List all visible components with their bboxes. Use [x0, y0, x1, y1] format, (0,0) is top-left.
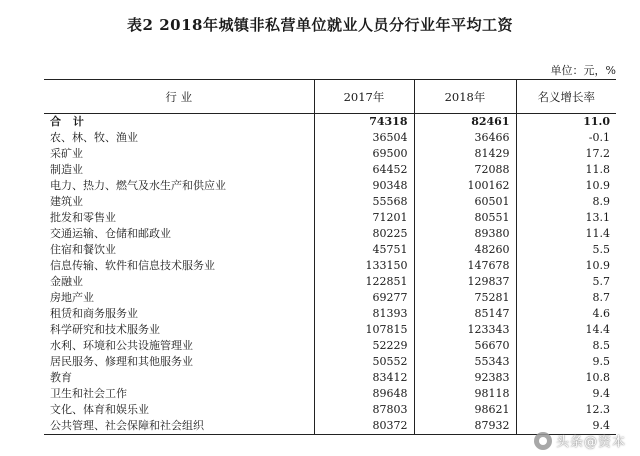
cell-industry: 交通运输、仓储和邮政业: [50, 227, 171, 240]
cell-industry: 合 计: [50, 115, 88, 128]
watermark-text: 头条@资本: [555, 435, 626, 450]
cell-growth: 12.3: [516, 402, 616, 418]
table-row: [44, 146, 616, 162]
cell-industry: 居民服务、修理和其他服务业: [50, 355, 193, 368]
cell-growth: 10.9: [516, 258, 616, 274]
cell-industry: 租赁和商务服务业: [50, 307, 138, 320]
cell-2017: 87803: [314, 402, 414, 418]
cell-2018: 129837: [414, 274, 516, 290]
cell-growth: 4.6: [516, 306, 616, 322]
cell-2017: 74318: [314, 114, 414, 131]
cell-industry: 批发和零售业: [50, 211, 116, 224]
cell-2017: 69277: [314, 290, 414, 306]
cell-growth: 9.4: [516, 418, 616, 435]
cell-2018: 72088: [414, 162, 516, 178]
cell-growth: 5.7: [516, 274, 616, 290]
table-title: 表2 2018年城镇非私营单位就业人员分行业年平均工资: [127, 16, 513, 34]
table-row: [44, 162, 616, 178]
table-row-total: [44, 114, 616, 131]
cell-growth: 11.0: [516, 114, 616, 131]
table-row: [44, 402, 616, 418]
cell-2017: 50552: [314, 354, 414, 370]
cell-2017: 69500: [314, 146, 414, 162]
cell-industry: 卫生和社会工作: [50, 387, 127, 400]
cell-2018: 98621: [414, 402, 516, 418]
cell-2017: 107815: [314, 322, 414, 338]
cell-2018: 56670: [414, 338, 516, 354]
table-row: [44, 338, 616, 354]
table-row: [44, 178, 616, 194]
cell-2017: 80225: [314, 226, 414, 242]
cell-growth: 11.8: [516, 162, 616, 178]
cell-industry: 住宿和餐饮业: [50, 243, 116, 256]
cell-2017: 36504: [314, 130, 414, 146]
cell-growth: 13.1: [516, 210, 616, 226]
wage-table-container: [44, 79, 616, 435]
table-row: [44, 306, 616, 322]
cell-growth: 8.5: [516, 338, 616, 354]
table-row: [44, 418, 616, 435]
cell-growth: 9.5: [516, 354, 616, 370]
cell-2018: 81429: [414, 146, 516, 162]
cell-2018: 60501: [414, 194, 516, 210]
wage-table: [44, 79, 616, 435]
header-2017: 2017年: [314, 80, 414, 114]
cell-2018: 75281: [414, 290, 516, 306]
table-row: [44, 258, 616, 274]
cell-2017: 81393: [314, 306, 414, 322]
cell-2018: 87932: [414, 418, 516, 435]
cell-2018: 100162: [414, 178, 516, 194]
cell-2018: 48260: [414, 242, 516, 258]
cell-industry: 信息传输、软件和信息技术服务业: [50, 259, 215, 272]
cell-growth: 10.8: [516, 370, 616, 386]
cell-industry: 水利、环境和公共设施管理业: [50, 339, 193, 352]
cell-2017: 52229: [314, 338, 414, 354]
cell-2017: 122851: [314, 274, 414, 290]
table-body: [44, 114, 616, 435]
header-growth: 名义增长率: [516, 80, 616, 114]
cell-2018: 85147: [414, 306, 516, 322]
cell-2017: 83412: [314, 370, 414, 386]
cell-2017: 55568: [314, 194, 414, 210]
cell-industry: 建筑业: [50, 195, 83, 208]
cell-2017: 80372: [314, 418, 414, 435]
cell-growth: 9.4: [516, 386, 616, 402]
cell-2018: 80551: [414, 210, 516, 226]
cell-2018: 98118: [414, 386, 516, 402]
watermark: [534, 431, 626, 450]
cell-2017: 133150: [314, 258, 414, 274]
cell-2018: 55343: [414, 354, 516, 370]
cell-2017: 64452: [314, 162, 414, 178]
table-row: [44, 130, 616, 146]
cell-2018: 123343: [414, 322, 516, 338]
cell-growth: 8.9: [516, 194, 616, 210]
cell-industry: 房地产业: [50, 291, 94, 304]
table-row: [44, 386, 616, 402]
cell-industry: 文化、体育和娱乐业: [50, 403, 149, 416]
table-row: [44, 194, 616, 210]
cell-growth: 8.7: [516, 290, 616, 306]
table-row: [44, 322, 616, 338]
table-row: [44, 354, 616, 370]
header-industry: 行 业: [165, 89, 193, 104]
cell-industry: 农、林、牧、渔业: [50, 131, 138, 144]
cell-2018: 147678: [414, 258, 516, 274]
table-row: [44, 370, 616, 386]
cell-2017: 90348: [314, 178, 414, 194]
cell-2018: 36466: [414, 130, 516, 146]
table-row: [44, 226, 616, 242]
cell-industry: 制造业: [50, 163, 83, 176]
cell-growth: 14.4: [516, 322, 616, 338]
table-row: [44, 290, 616, 306]
cell-2018: 92383: [414, 370, 516, 386]
cell-2017: 71201: [314, 210, 414, 226]
cell-growth: 5.5: [516, 242, 616, 258]
cell-industry: 科学研究和技术服务业: [50, 323, 160, 336]
cell-2017: 89648: [314, 386, 414, 402]
cell-2017: 45751: [314, 242, 414, 258]
table-row: [44, 210, 616, 226]
cell-industry: 金融业: [50, 275, 83, 288]
cell-growth: 11.4: [516, 226, 616, 242]
cell-industry: 公共管理、社会保障和社会组织: [44, 418, 314, 435]
cell-industry: 电力、热力、燃气及水生产和供应业: [50, 179, 226, 192]
toutiao-logo-icon: [534, 432, 552, 450]
cell-2018: 82461: [414, 114, 516, 131]
header-2018: 2018年: [414, 80, 516, 114]
cell-growth: 17.2: [516, 146, 616, 162]
unit-note: 单位：元，%: [550, 64, 616, 77]
cell-growth: 10.9: [516, 178, 616, 194]
cell-industry: 教育: [50, 371, 72, 384]
table-row: [44, 242, 616, 258]
cell-2018: 89380: [414, 226, 516, 242]
cell-growth: -0.1: [516, 130, 616, 146]
table-row: [44, 274, 616, 290]
table-header-row: [44, 80, 616, 114]
cell-industry: 采矿业: [50, 147, 83, 160]
